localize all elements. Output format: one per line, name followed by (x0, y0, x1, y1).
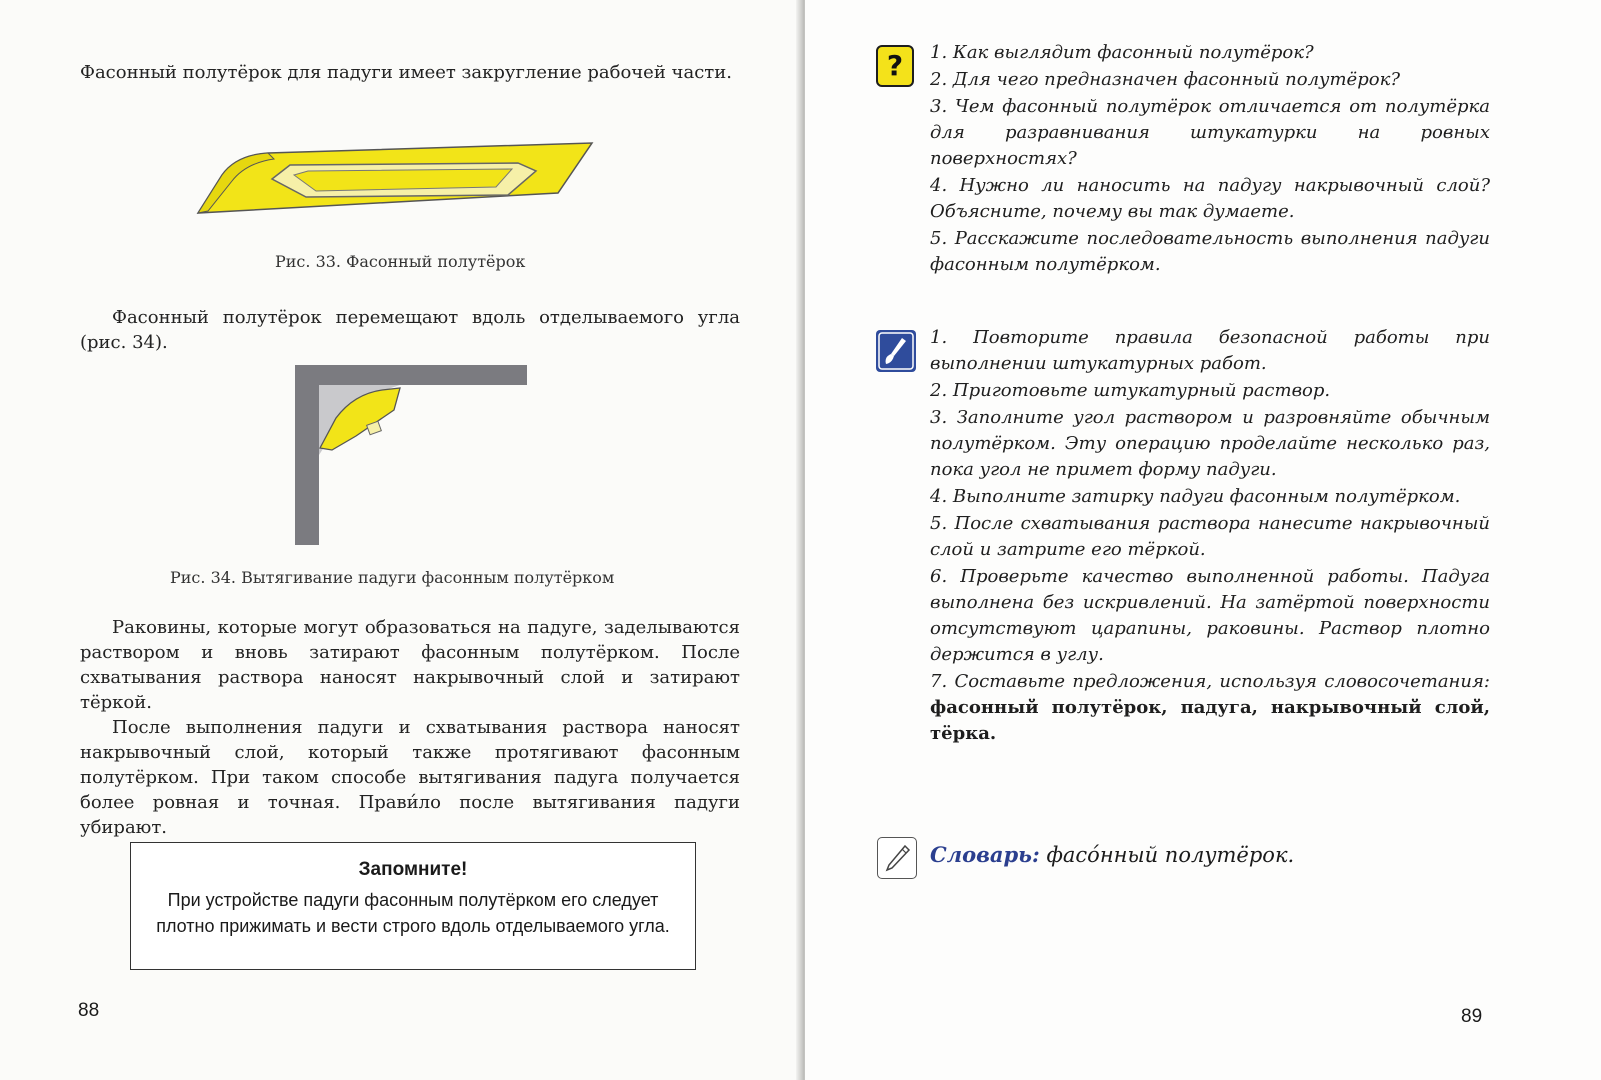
dictionary-label: Словарь: (930, 842, 1040, 867)
caption-figure-34: Рис. 34. Вытягивание падуги фасонным полутёрком (170, 568, 615, 587)
paragraph-tool-shape: Фасонный полутёрок для падуги имеет закругление рабочей части. (80, 62, 732, 83)
trowel-handle-inner (294, 169, 512, 191)
corner-wall-horizontal (295, 365, 527, 385)
question-item: 5. Расскажите последовательность выполнения падуги фасонным полутёрком. (930, 228, 1490, 275)
task-item-7 (930, 669, 1490, 747)
brush-icon (876, 330, 916, 372)
caption-figure-33: Рис. 33. Фасонный полутёрок (275, 252, 526, 271)
figure-cornice-pulling (290, 360, 540, 550)
page-number-left: 88 (78, 1000, 100, 1021)
task-7-prefix: 7. Составьте предложения, используя словосочетания: (930, 671, 1490, 692)
dictionary-word: фасо́нный полутёрок. (1046, 843, 1295, 867)
practical-task-icon (876, 330, 916, 372)
page-number-right: 89 (1461, 1006, 1483, 1027)
question-item: 4. Нужно ли наносить на падугу накрывочный слой? Объясните, почему вы так думаете. (930, 175, 1490, 222)
task-item: 4. Выполните затирку падуги фасонным полутёрком. (930, 486, 1461, 507)
task-7-words: фасонный полутёрок, падуга, накрывочный слой, тёрка. (930, 697, 1490, 744)
task-item: 2. Приготовьте штукатурный раствор. (930, 380, 1331, 401)
task-item: 1. Повторите правила безопасной работы при выполнении штукатурных работ. (930, 327, 1490, 374)
remember-text: При устройстве падуги фасонным полутёрком его следует плотно прижимать и вести строго вдоль отделываемого угла. (156, 890, 670, 936)
dictionary-icon (877, 837, 917, 879)
paragraph-cavities: Раковины, которые могут образоваться на падуге, заделываются раствором и вновь затирают фасонным полутёрком. После схватывания раствора наносят накрывочный слой и затирают тёркой. (80, 617, 740, 713)
question-item: 2. Для чего предназначен фасонный полутёрок? (930, 69, 1400, 90)
remember-box (130, 842, 696, 970)
corner-wall-vertical (295, 365, 319, 545)
pen-icon (878, 838, 915, 877)
task-item: 5. После схватывания раствора нанесите накрывочный слой и затрите его тёркой. (930, 513, 1490, 560)
question-item: 1. Как выглядит фасонный полутёрок? (930, 42, 1314, 63)
remember-title: Запомните! (358, 859, 468, 880)
dictionary-line (930, 842, 1294, 867)
paragraph-move-along-corner: Фасонный полутёрок перемещают вдоль отделываемого угла (рис. 34). (80, 307, 740, 353)
paragraph-finish-coat: После выполнения падуги и схватывания раствора наносят накрывочный слой, который также протягивают фасонным полутёрком. При таком способе вытягивания падуга получается более ровная и точная. Прави́ло после вытягивания падуги убирают. (80, 717, 740, 838)
right-page (805, 0, 1601, 1080)
questions-list (930, 40, 1490, 279)
question-item: 3. Чем фасонный полутёрок отличается от полутёрка для разравнивания штукатурки на ровных поверхностях? (930, 96, 1490, 169)
tasks-list (930, 325, 1490, 748)
figure-shaped-trowel (190, 135, 600, 225)
task-item: 6. Проверьте качество выполненной работы. Падуга выполнена без искривлений. На затёртой поверхности отсутствуют царапины, раковины. Раствор плотно держится в углу. (930, 566, 1490, 665)
question-mark-icon: ? (876, 45, 914, 87)
task-item: 3. Заполните угол раствором и разровняйте обычным полутёрком. Эту операцию проделайте несколько раз, пока угол не примет форму падуги. (930, 407, 1490, 480)
